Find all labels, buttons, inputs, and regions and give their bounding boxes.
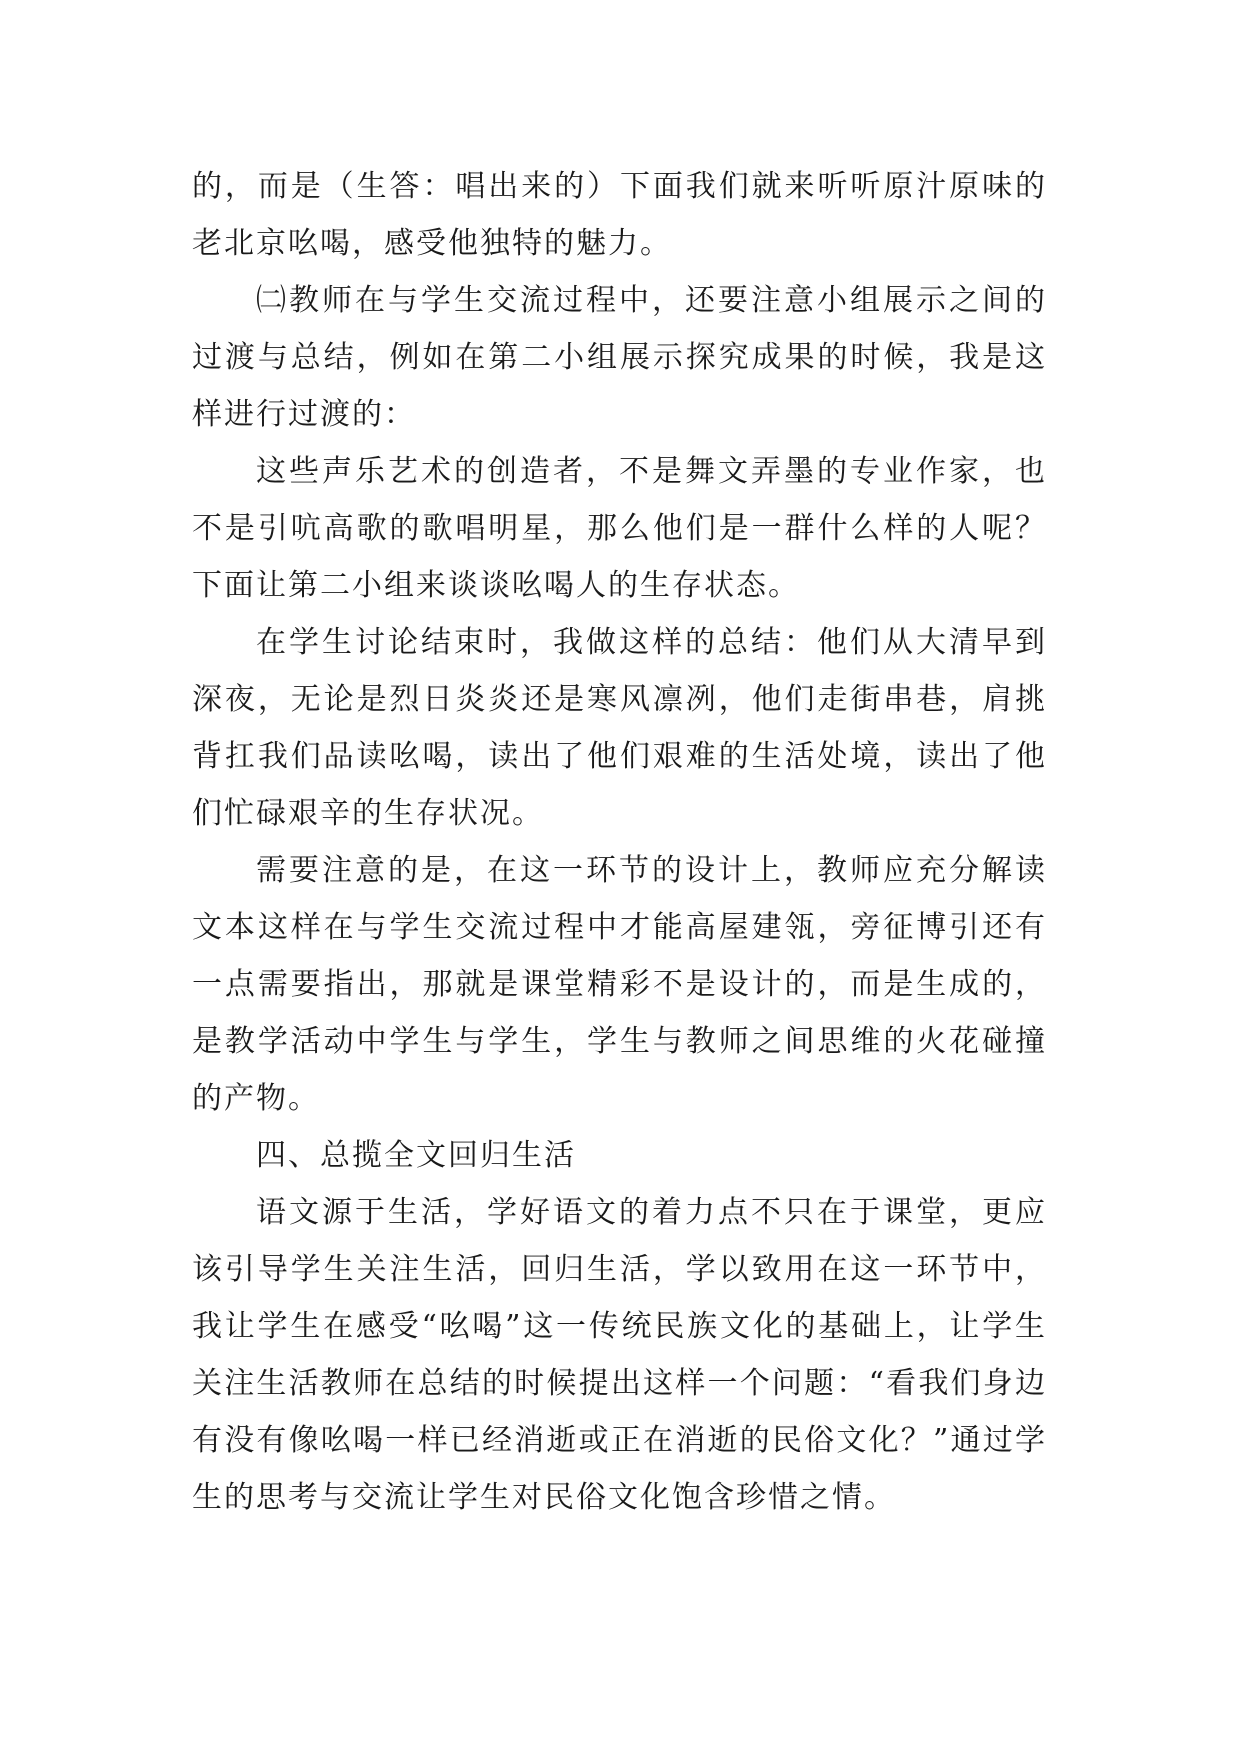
paragraph-summary: 在学生讨论结束时，我做这样的总结：他们从大清早到深夜，无论是烈日炎炎还是寒风凛冽，他们走街串巷，肩挑背扛我们品读吆喝，读出了他们艰难的生活处境，读出了他们忙碌艰辛的生存状况。 (192, 625, 1047, 831)
section-heading: 四、总揽全文回归生活 (256, 1138, 576, 1173)
paragraph-return-to-life: 语文源于生活，学好语文的着力点不只在于课堂，更应该引导学生关注生活，回归生活，学以致用在这一环节中，我让学生在感受“吆喝”这一传统民族文化的基础上，让学生关注生活教师在总结的时候提出这样一个问题：“看我们身边有没有像吆喝一样已经消逝或正在消逝的民俗文化？”通过学生的思考与交流让学生对民俗文化饱含珍惜之情。 (192, 1195, 1047, 1515)
document-body (192, 158, 1047, 1526)
paragraph-teacher-transition: ㈡教师在与学生交流过程中，还要注意小组展示之间的过渡与总结，例如在第二小组展示探究成果的时候，我是这样进行过渡的： (192, 283, 1047, 432)
paragraph-note: 需要注意的是，在这一环节的设计上，教师应充分解读文本这样在与学生交流过程中才能高屋建瓴，旁征博引还有一点需要指出，那就是课堂精彩不是设计的，而是生成的，是教学活动中学生与学生，学生与教师之间思维的火花碰撞的产物。 (192, 853, 1047, 1116)
paragraph-continuation: 的，而是（生答：唱出来的）下面我们就来听听原汁原味的老北京吆喝，感受他独特的魅力。 (192, 169, 1047, 261)
paragraph-transition-quote: 这些声乐艺术的创造者，不是舞文弄墨的专业作家，也不是引吭高歌的歌唱明星，那么他们是一群什么样的人呢？下面让第二小组来谈谈吆喝人的生存状态。 (192, 454, 1047, 603)
